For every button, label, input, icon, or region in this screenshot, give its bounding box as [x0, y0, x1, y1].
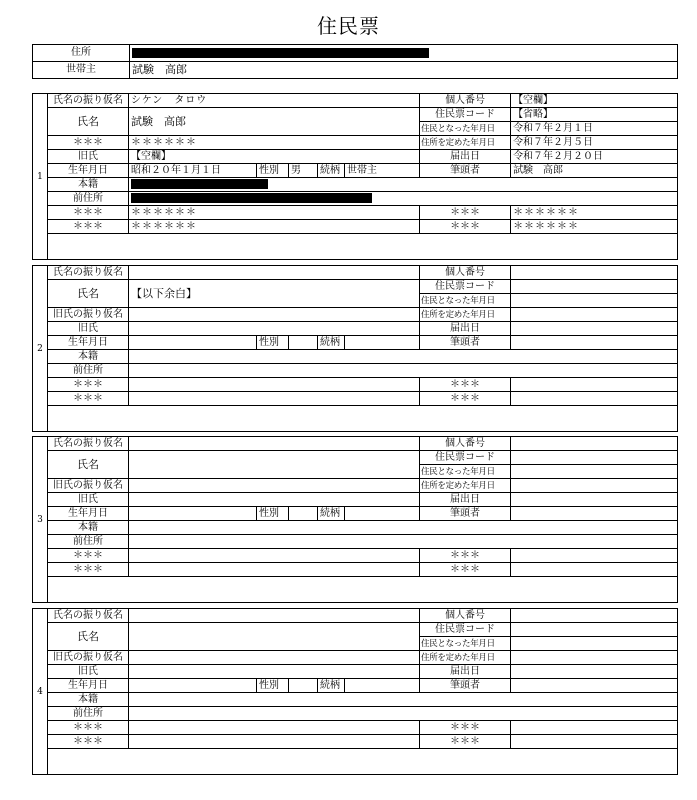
star-value-1	[129, 549, 420, 563]
prev-addr-value	[129, 707, 678, 721]
old-kana-label: 旧氏の振り仮名	[48, 479, 129, 493]
star-value-1: ＊＊＊＊＊＊	[129, 206, 420, 220]
relation-value	[345, 507, 420, 521]
old-kana-label: ＊＊＊	[48, 136, 129, 150]
star-label-2: ＊＊＊	[48, 735, 129, 749]
old-name-label: 旧氏	[48, 493, 129, 507]
addr-set-value: 令和７年２月５日	[511, 136, 678, 150]
prev-addr-label: 前住所	[48, 192, 129, 206]
sex-label: 性別	[257, 507, 289, 521]
kana-value	[129, 266, 420, 280]
header-table	[32, 44, 678, 79]
address-label: 住所	[33, 45, 130, 62]
prev-addr-label: 前住所	[48, 707, 129, 721]
became-resident-value: 令和７年２月１日	[511, 122, 678, 136]
kana-value: シケン タロウ	[129, 94, 420, 108]
old-kana-label: 旧氏の振り仮名	[48, 651, 129, 665]
birth-value	[129, 679, 257, 693]
star-value-1	[129, 721, 420, 735]
code-label: 住民票コード	[420, 108, 511, 122]
honseki-value	[129, 693, 678, 707]
star-value-2	[129, 563, 420, 577]
prev-addr-value	[129, 364, 678, 378]
mynumber-value	[511, 266, 678, 280]
notified-label: 届出日	[420, 665, 511, 679]
code-label: 住民票コード	[420, 451, 511, 465]
notified-value	[511, 493, 678, 507]
star-label-2: ＊＊＊	[48, 220, 129, 234]
code-label: 住民票コード	[420, 280, 511, 294]
sex-value	[289, 336, 318, 350]
notified-value	[511, 665, 678, 679]
mynumber-label: 個人番号	[420, 437, 511, 451]
star-label-r2: ＊＊＊	[420, 735, 511, 749]
head-label: 筆頭者	[420, 164, 511, 178]
kana-label: 氏名の振り仮名	[48, 94, 129, 108]
prev-addr-redaction	[131, 193, 372, 203]
old-kana-value	[129, 308, 420, 322]
code-label: 住民票コード	[420, 623, 511, 637]
prev-addr-label: 前住所	[48, 364, 129, 378]
star-label-r1: ＊＊＊	[420, 549, 511, 563]
old-kana-label: 旧氏の振り仮名	[48, 308, 129, 322]
person-record-3	[32, 436, 678, 603]
notified-label: 届出日	[420, 493, 511, 507]
birth-value	[129, 507, 257, 521]
code-value	[511, 451, 678, 465]
sex-label: 性別	[257, 679, 289, 693]
star-label-1: ＊＊＊	[48, 206, 129, 220]
kana-value	[129, 609, 420, 623]
old-kana-value	[129, 479, 420, 493]
relation-value: 世帯主	[345, 164, 420, 178]
head-label: 筆頭者	[420, 679, 511, 693]
birth-label: 生年月日	[48, 507, 129, 521]
star-label-r2: ＊＊＊	[420, 220, 511, 234]
star-value-2	[129, 392, 420, 406]
honseki-label: 本籍	[48, 521, 129, 535]
head-label: 筆頭者	[420, 336, 511, 350]
name-value: 【以下余白】	[129, 280, 420, 308]
old-name-label: 旧氏	[48, 322, 129, 336]
star-label-1: ＊＊＊	[48, 721, 129, 735]
mynumber-label: 個人番号	[420, 94, 511, 108]
head-label: 筆頭者	[420, 507, 511, 521]
person-number: 1	[33, 94, 48, 260]
star-value-2	[129, 735, 420, 749]
star-value-r1: ＊＊＊＊＊＊	[511, 206, 678, 220]
birth-value: 昭和２０年１月１日	[129, 164, 257, 178]
addr-set-value	[511, 308, 678, 322]
addr-set-label: 住所を定めた年月日	[420, 479, 511, 493]
notified-value: 令和７年２月２０日	[511, 150, 678, 164]
person-number: 3	[33, 437, 48, 603]
code-value	[511, 623, 678, 637]
mynumber-label: 個人番号	[420, 609, 511, 623]
mynumber-value	[511, 609, 678, 623]
star-label-1: ＊＊＊	[48, 378, 129, 392]
name-value	[129, 451, 420, 479]
star-label-r1: ＊＊＊	[420, 721, 511, 735]
star-value-1	[129, 378, 420, 392]
addr-set-value	[511, 651, 678, 665]
old-kana-value: ＊＊＊＊＊＊	[129, 136, 420, 150]
mynumber-label: 個人番号	[420, 266, 511, 280]
blank-row	[48, 749, 678, 775]
code-value	[511, 280, 678, 294]
star-label-r1: ＊＊＊	[420, 206, 511, 220]
star-value-r2	[511, 563, 678, 577]
addr-set-label: 住所を定めた年月日	[420, 308, 511, 322]
person-record-2	[32, 265, 678, 432]
relation-value	[345, 679, 420, 693]
addr-set-label: 住所を定めた年月日	[420, 651, 511, 665]
birth-label: 生年月日	[48, 679, 129, 693]
became-resident-label: 住民となった年月日	[420, 294, 511, 308]
addr-set-value	[511, 479, 678, 493]
birth-label: 生年月日	[48, 164, 129, 178]
star-value-r1	[511, 549, 678, 563]
name-value: 試験 高郎	[129, 108, 420, 136]
became-resident-label: 住民となった年月日	[420, 122, 511, 136]
relation-value	[345, 336, 420, 350]
honseki-redaction	[131, 179, 268, 189]
address-value	[130, 45, 678, 62]
blank-row	[48, 406, 678, 432]
birth-value	[129, 336, 257, 350]
kana-value	[129, 437, 420, 451]
person-number: 4	[33, 609, 48, 775]
became-resident-value	[511, 465, 678, 479]
householder-label: 世帯主	[33, 62, 130, 79]
became-resident-value	[511, 637, 678, 651]
old-name-value	[129, 493, 420, 507]
old-kana-value	[129, 651, 420, 665]
honseki-value	[129, 350, 678, 364]
star-value-2: ＊＊＊＊＊＊	[129, 220, 420, 234]
householder-value: 試験 高郎	[130, 62, 678, 79]
became-resident-value	[511, 294, 678, 308]
blank-row	[48, 577, 678, 603]
old-name-value	[129, 322, 420, 336]
old-name-value: 【空欄】	[129, 150, 420, 164]
prev-addr-value	[129, 535, 678, 549]
head-value	[511, 679, 678, 693]
star-value-r2: ＊＊＊＊＊＊	[511, 220, 678, 234]
notified-label: 届出日	[420, 150, 511, 164]
sex-label: 性別	[257, 336, 289, 350]
sex-value	[289, 507, 318, 521]
code-value: 【省略】	[511, 108, 678, 122]
person-record-4	[32, 608, 678, 775]
star-value-r1	[511, 378, 678, 392]
addr-set-label: 住所を定めた年月日	[420, 136, 511, 150]
star-label-2: ＊＊＊	[48, 563, 129, 577]
old-name-value	[129, 665, 420, 679]
prev-addr-value	[129, 192, 678, 206]
address-redaction	[132, 48, 429, 58]
kana-label: 氏名の振り仮名	[48, 437, 129, 451]
kana-label: 氏名の振り仮名	[48, 266, 129, 280]
mynumber-value: 【空欄】	[511, 94, 678, 108]
name-label: 氏名	[48, 623, 129, 651]
old-name-label: 旧氏	[48, 665, 129, 679]
person-record-1	[32, 93, 678, 260]
name-label: 氏名	[48, 280, 129, 308]
head-value	[511, 507, 678, 521]
document-title: 住民票	[317, 14, 380, 38]
name-label: 氏名	[48, 108, 129, 136]
star-value-r2	[511, 735, 678, 749]
honseki-label: 本籍	[48, 350, 129, 364]
star-label-2: ＊＊＊	[48, 392, 129, 406]
name-value	[129, 623, 420, 651]
relation-label: 続柄	[318, 679, 345, 693]
head-value: 試験 高郎	[511, 164, 678, 178]
became-resident-label: 住民となった年月日	[420, 637, 511, 651]
honseki-label: 本籍	[48, 693, 129, 707]
star-label-r1: ＊＊＊	[420, 378, 511, 392]
sex-label: 性別	[257, 164, 289, 178]
person-number: 2	[33, 266, 48, 432]
prev-addr-label: 前住所	[48, 535, 129, 549]
notified-value	[511, 322, 678, 336]
sex-value	[289, 679, 318, 693]
mynumber-value	[511, 437, 678, 451]
relation-label: 続柄	[318, 336, 345, 350]
star-label-1: ＊＊＊	[48, 549, 129, 563]
honseki-label: 本籍	[48, 178, 129, 192]
honseki-value	[129, 178, 678, 192]
name-label: 氏名	[48, 451, 129, 479]
old-name-label: 旧氏	[48, 150, 129, 164]
relation-label: 続柄	[318, 507, 345, 521]
star-label-r2: ＊＊＊	[420, 563, 511, 577]
sex-value: 男	[289, 164, 318, 178]
kana-label: 氏名の振り仮名	[48, 609, 129, 623]
relation-label: 続柄	[318, 164, 345, 178]
notified-label: 届出日	[420, 322, 511, 336]
birth-label: 生年月日	[48, 336, 129, 350]
head-value	[511, 336, 678, 350]
star-label-r2: ＊＊＊	[420, 392, 511, 406]
blank-row	[48, 234, 678, 260]
became-resident-label: 住民となった年月日	[420, 465, 511, 479]
honseki-value	[129, 521, 678, 535]
star-value-r1	[511, 721, 678, 735]
star-value-r2	[511, 392, 678, 406]
